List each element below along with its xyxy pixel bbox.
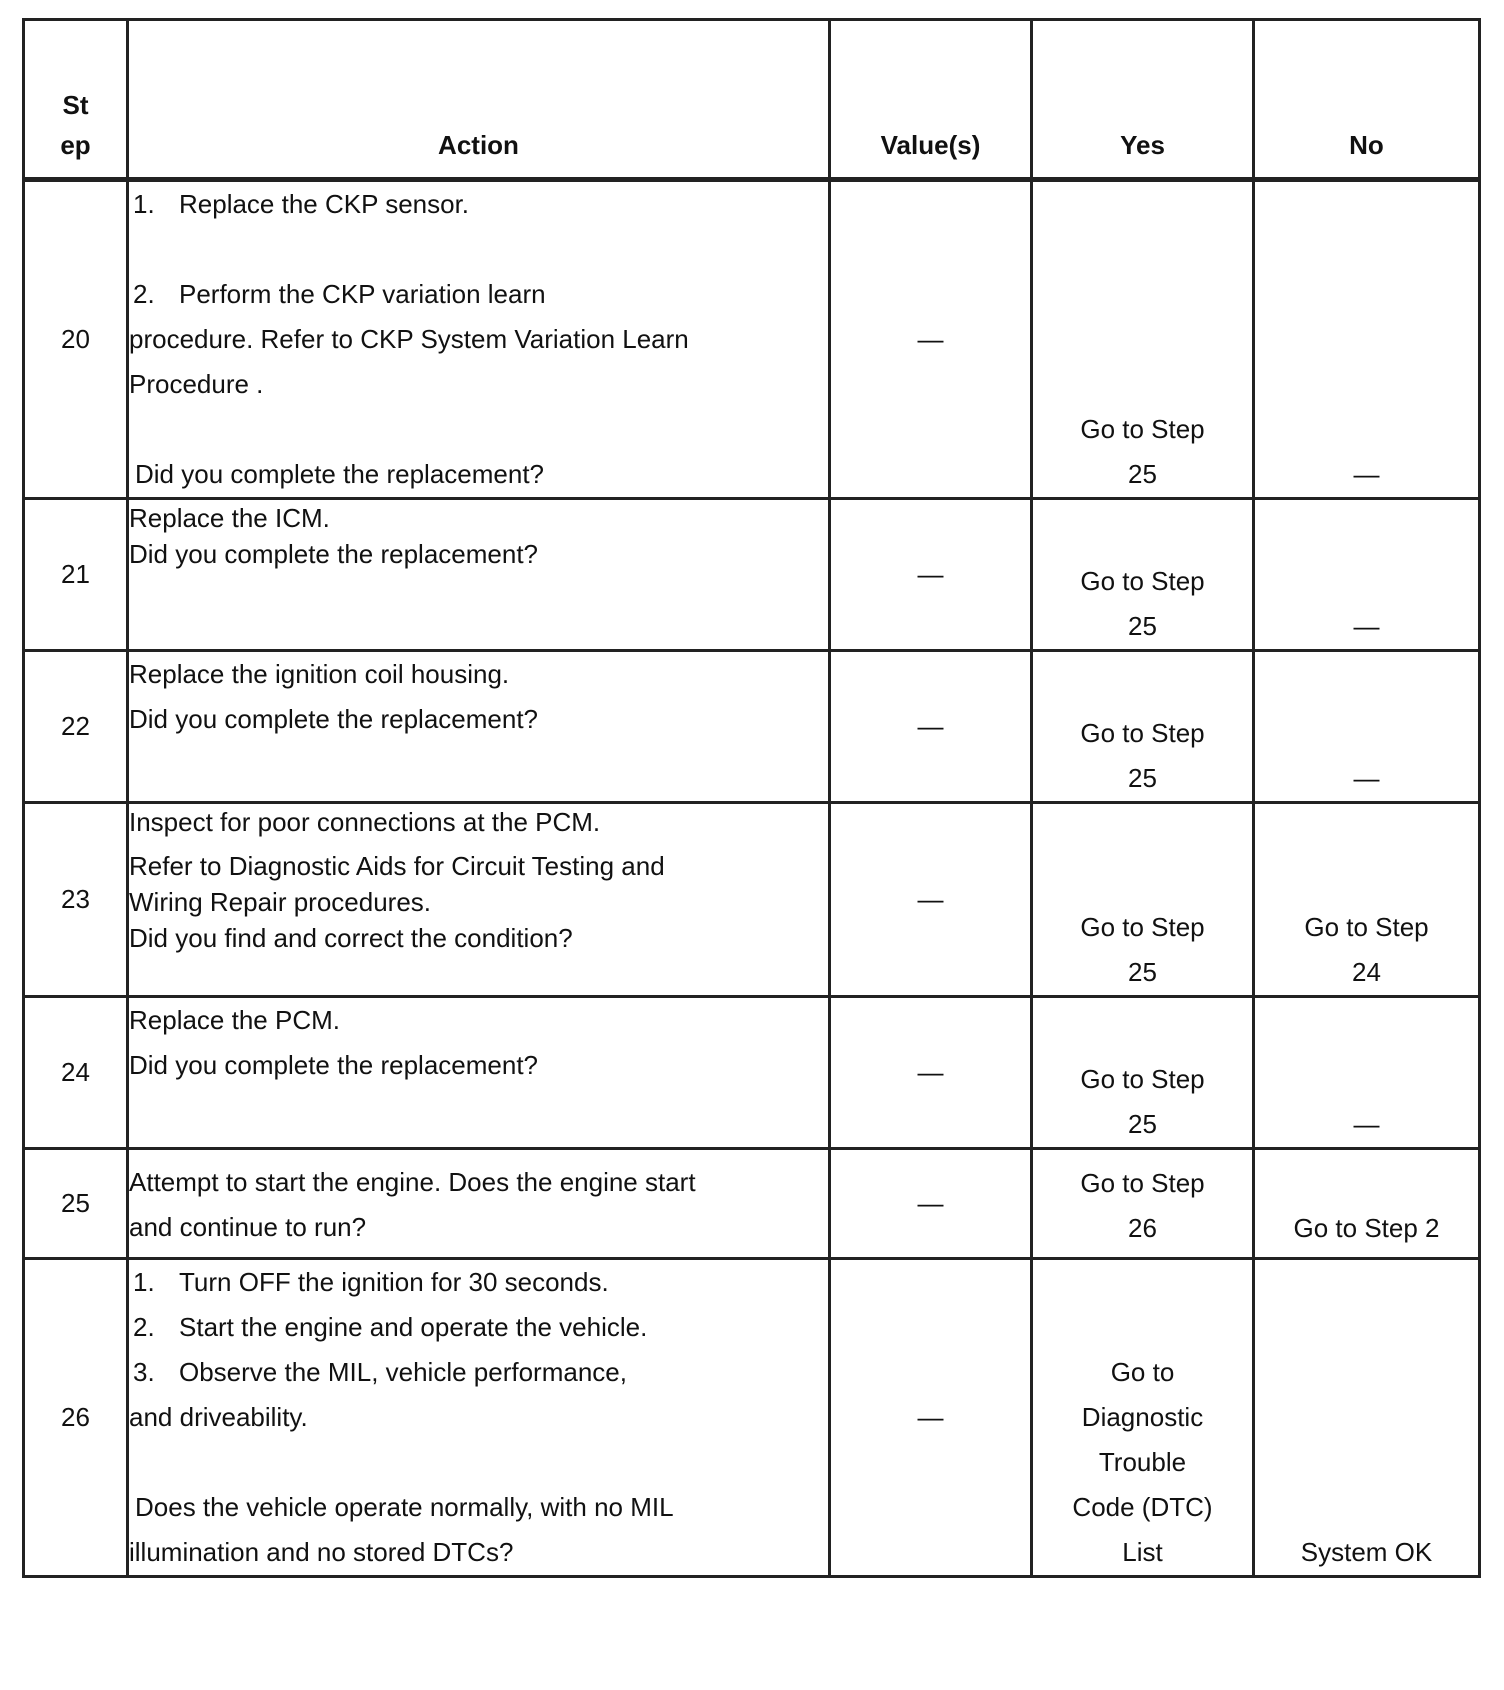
table-row (24, 1149, 1480, 1259)
step-number: 24 (24, 997, 128, 1149)
no-cell: Go to Step 2 (1254, 1149, 1480, 1259)
step-number: 26 (24, 1259, 128, 1577)
header-action: Action (128, 20, 830, 180)
value-cell: — (830, 180, 1032, 499)
table-row (24, 997, 1480, 1149)
table-row (24, 803, 1480, 997)
no-cell: Go to Step 24 (1254, 803, 1480, 997)
yes-cell: Go to Diagnostic Trouble Code (DTC) List (1032, 1259, 1254, 1577)
value-cell: — (830, 803, 1032, 997)
action-cell: Attempt to start the engine. Does the engine start and continue to run? (128, 1149, 830, 1259)
yes-cell: Go to Step 25 (1032, 651, 1254, 803)
step-number: 21 (24, 499, 128, 651)
diagnostic-table (22, 18, 1481, 1578)
header-no: No (1254, 20, 1480, 180)
header-values: Value(s) (830, 20, 1032, 180)
step-number: 22 (24, 651, 128, 803)
no-cell: — (1254, 651, 1480, 803)
step-number: 20 (24, 180, 128, 499)
action-cell: 1. Replace the CKP sensor. 2. Perform the CKP variation learn procedure. Refer to CKP System Variation Learn Procedure . Did you complete the replacement? (128, 180, 830, 499)
no-cell: — (1254, 997, 1480, 1149)
value-cell: — (830, 1259, 1032, 1577)
table-row (24, 1259, 1480, 1577)
yes-cell: Go to Step 25 (1032, 997, 1254, 1149)
yes-cell: Go to Step 25 (1032, 499, 1254, 651)
header-step: St ep (24, 20, 128, 180)
value-cell: — (830, 651, 1032, 803)
action-cell: Replace the ignition coil housing. Did you complete the replacement? (128, 651, 830, 803)
step-number: 23 (24, 803, 128, 997)
no-cell: System OK (1254, 1259, 1480, 1577)
action-cell: Inspect for poor connections at the PCM. Refer to Diagnostic Aids for Circuit Testing and Wiring Repair procedures. Did you find and correct the condition? (128, 803, 830, 997)
step-number: 25 (24, 1149, 128, 1259)
no-cell: — (1254, 499, 1480, 651)
yes-cell: Go to Step 25 (1032, 803, 1254, 997)
header-row (24, 20, 1480, 180)
table-row (24, 499, 1480, 651)
action-cell: 1. Turn OFF the ignition for 30 seconds. 2. Start the engine and operate the vehicle. 3. Observe the MIL, vehicle performance, and driveability. Does the vehicle operate normally, with no MIL illumination and no stored DTCs? (128, 1259, 830, 1577)
action-cell: Replace the PCM. Did you complete the replacement? (128, 997, 830, 1149)
yes-cell: Go to Step 26 (1032, 1149, 1254, 1259)
value-cell: — (830, 997, 1032, 1149)
table-row (24, 651, 1480, 803)
table-row (24, 180, 1480, 499)
header-yes: Yes (1032, 20, 1254, 180)
yes-cell: Go to Step 25 (1032, 180, 1254, 499)
value-cell: — (830, 1149, 1032, 1259)
value-cell: — (830, 499, 1032, 651)
no-cell: — (1254, 180, 1480, 499)
action-cell: Replace the ICM. Did you complete the replacement? (128, 499, 830, 651)
